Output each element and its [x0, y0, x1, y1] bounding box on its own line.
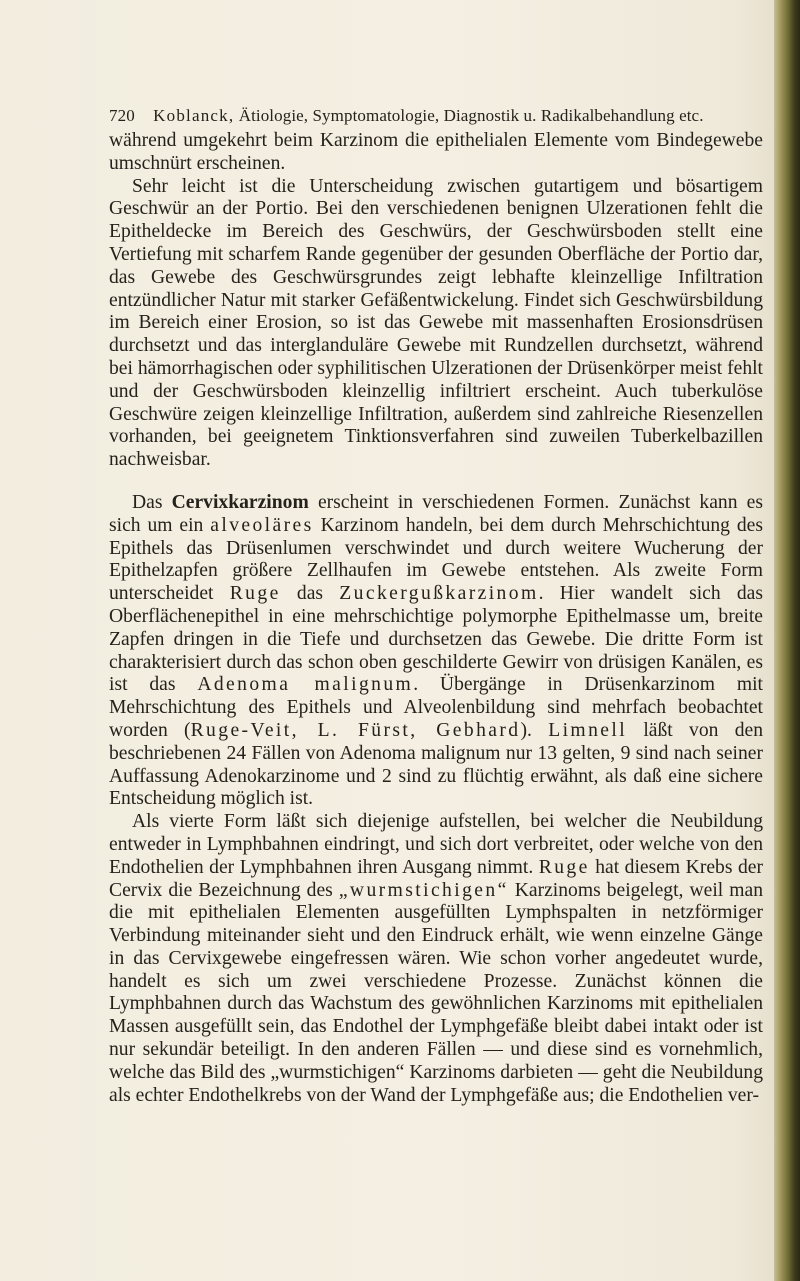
author-ruge-2: Ruge [538, 856, 590, 878]
author-citations: Ruge-Veit, L. Fürst, Gebhard [190, 719, 521, 741]
author-ruge: Ruge [229, 583, 281, 605]
running-header [109, 106, 749, 126]
term-alveolaer: alveoläres [210, 514, 314, 536]
author-limnell: Limnell [548, 719, 628, 741]
body-text [109, 130, 763, 1107]
paragraph-2: Sehr leicht ist die Unterscheidung zwischen gutartigem und bösartigem Geschwür an der Portio. Bei den verschiedenen benignen Ulzerationen fehlt die Epitheldecke im Bereich des Geschwürs, der Geschwürsboden stellt eine Vertiefung mit scharfem Rande gegenüber der gesunden Oberfläche der Portio dar, das Gewebe des Geschwürsgrundes zeigt lebhafte kleinzellige Infiltration entzündlicher Natur mit starker Gefäßentwickelung. Findet sich Geschwürsbildung im Bereich einer Erosion, so ist das Gewebe mit massenhaften Erosionsdrüsen durchsetzt und das interglanduläre Gewebe mit Rundzellen durchsetzt, während bei hämorrhagischen oder syphilitischen Ulzerationen der Drüsenkörper meist fehlt und der Geschwürsboden kleinzellig infiltriert erscheint. Auch tuberkulöse Geschwüre zeigen kleinzellige Infiltration, außerdem sind zahlreiche Riesenzellen vorhanden, bei geeignetem Tinktionsverfahren sind zuweilen Tuberkelbazillen nachweisbar. [109, 175, 763, 471]
term-cervixkarzinom: Cervixkarzinom [171, 491, 309, 513]
header-author: Koblanck, [153, 106, 235, 125]
paragraph-3: Das Cervixkarzinom erscheint in verschiedenen Formen. Zunächst kann es sich um ein alveoläres Karzinom handeln, bei dem durch Mehrschichtung des Epithels das Drüsenlumen verschwindet und durch weitere Wucherung der Epithelzapfen größere Zellhaufen im Gewebe entstehen. Als zweite Form unterscheidet Ruge das Zuckergußkarzinom. Hier wandelt sich das Oberflächenepithel in eine mehrschichtige polymorphe Epithelmasse um, breite Zapfen dringen in die Tiefe und durchsetzen das Gewebe. Die dritte Form ist charakterisiert durch das schon oben geschilderte Gewirr von drüsigen Kanälen, es ist das Adenoma malignum. Übergänge in Drüsenkarzinom mit Mehrschichtung des Epithels und Alveolenbildung sind mehrfach beobachtet worden (Ruge-Veit, L. Fürst, Gebhard). Limnell läßt von den beschriebenen 24 Fällen von Adenoma malignum nur 13 gelten, 9 sind nach seiner Auffassung Adenokarzinome und 2 sind zu flüchtig erwähnt, als daß eine sichere Entscheidung möglich ist. [109, 491, 763, 810]
page-edge-shadow [774, 0, 800, 1281]
paragraph-1: während umgekehrt beim Karzinom die epithelialen Elemente vom Bindegewebe umschnürt erscheinen. [109, 130, 763, 174]
header-title: Ätiologie, Symptomatologie, Diagnostik u. Radikalbehandlung etc. [238, 106, 704, 125]
paragraph-4: Als vierte Form läßt sich diejenige aufstellen, bei welcher die Neubildung entweder in Lymphbahnen eindringt, und sich dort verbreitet, oder welche von den Endothelien der Lymphbahnen ihren Ausgang nimmt. Ruge hat diesem Krebs der Cervix die Bezeichnung des „wurmstichigen“ Karzinoms beigelegt, weil man die mit epithelialen Elementen ausgefüllten Lymphspalten in netzförmiger Verbindung miteinander sieht und den Eindruck erhält, wie wenn einzelne Gänge in das Cervixgewebe eingefressen wären. Wie schon vorher angedeutet wurde, handelt es sich um zwei verschiedene Prozesse. Zunächst können die Lymphbahnen durch das Wachstum des gewöhnlichen Karzinoms mit epithelialen Massen ausgefüllt sein, das Endothel der Lymphgefäße bleibt dabei intakt oder ist nur sekundär beteiligt. In den anderen Fällen — und diese sind es vornehmlich, welche das Bild des „wurmstichigen“ Karzinoms darbieten — geht die Neubildung als echter Endothelkrebs von der Wand der Lymphgefäße aus; die Endothelien ver- [109, 811, 763, 1106]
page-number: 720 [109, 106, 135, 125]
term-wurmstichig: „wurmstichigen“ [338, 879, 509, 901]
term-adenoma-malignum: Adenoma malignum [197, 674, 414, 696]
term-zuckergusskarzinom: Zuckergußkarzinom [339, 583, 539, 605]
